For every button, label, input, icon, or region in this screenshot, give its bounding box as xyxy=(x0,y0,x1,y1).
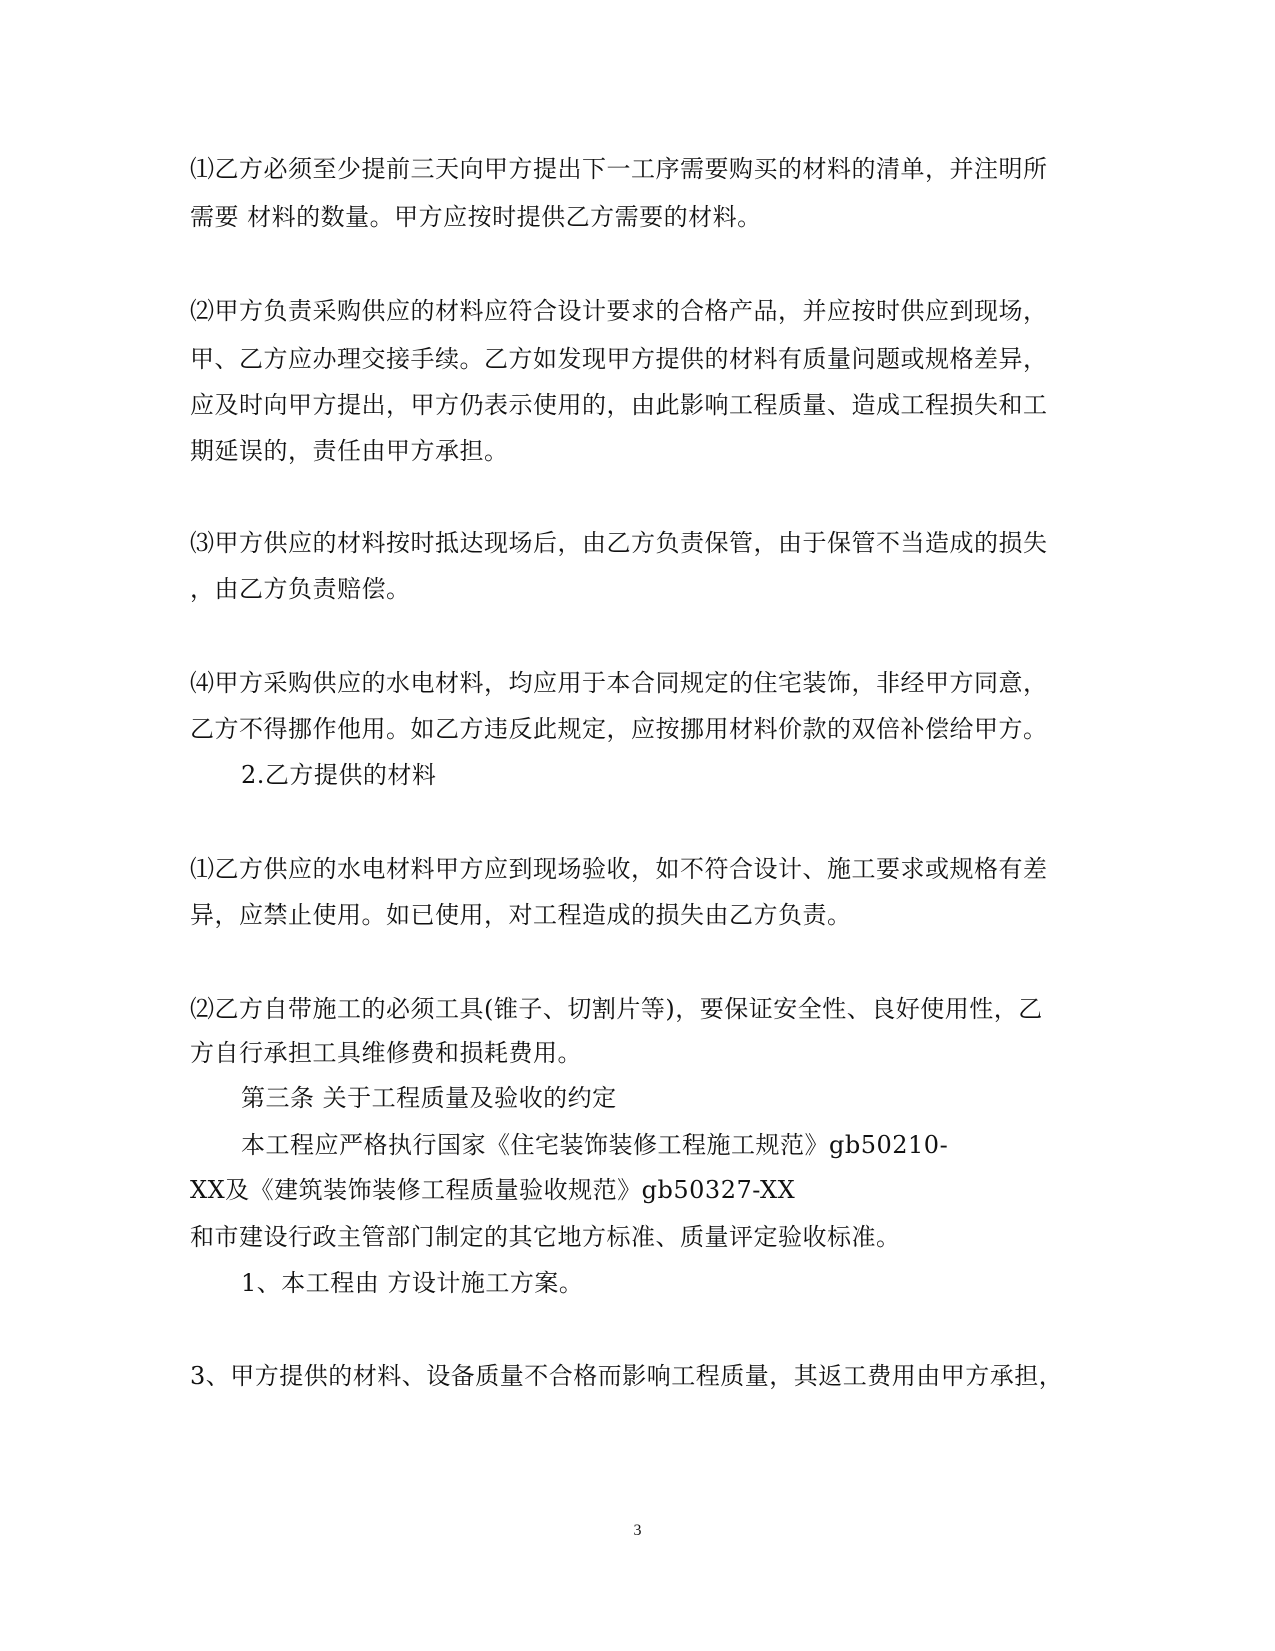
paragraph-4-line-2: 乙方不得挪作他用。如乙方违反此规定，应按挪用材料价款的双倍补偿给甲方。 xyxy=(190,715,1048,743)
paragraph-3-line-2: ，由乙方负责赔偿。 xyxy=(190,575,411,603)
article-three-heading: 第三条 关于工程质量及验收的约定 xyxy=(241,1084,617,1112)
paragraph-1-line-1: ⑴乙方必须至少提前三天向甲方提出下一工序需要购买的材料的清单，并注明所 xyxy=(190,155,1048,183)
paragraph-7-line-1: ⑵乙方自带施工的必须工具(锥子、切割片等)，要保证安全性、良好使用性，乙 xyxy=(190,995,1043,1023)
section-heading-supplier-materials: 2.乙方提供的材料 xyxy=(241,761,437,789)
paragraph-3-line-1: ⑶甲方供应的材料按时抵达现场后，由乙方负责保管，由于保管不当造成的损失 xyxy=(190,529,1048,557)
standards-line-3: 和市建设行政主管部门制定的其它地方标准、质量评定验收标准。 xyxy=(190,1223,901,1251)
paragraph-6-line-1: ⑴乙方供应的水电材料甲方应到现场验收，如不符合设计、施工要求或规格有差 xyxy=(190,855,1048,883)
paragraph-2-line-4: 期延误的，责任由甲方承担。 xyxy=(190,437,509,465)
paragraph-6-line-2: 异，应禁止使用。如已使用，对工程造成的损失由乙方负责。 xyxy=(190,901,852,929)
paragraph-2-line-1: ⑵甲方负责采购供应的材料应符合设计要求的合格产品，并应按时供应到现场， xyxy=(190,297,1048,325)
item-3-material-quality: 3、甲方提供的材料、设备质量不合格而影响工程质量，其返工费用由甲方承担， xyxy=(190,1362,1064,1390)
paragraph-1-line-2: 需要 材料的数量。甲方应按时提供乙方需要的材料。 xyxy=(190,203,762,231)
page-number: 3 xyxy=(633,1522,642,1539)
paragraph-2-line-3: 应及时向甲方提出，甲方仍表示使用的，由此影响工程质量、造成工程损失和工 xyxy=(190,391,1048,419)
paragraph-7-line-2: 方自行承担工具维修费和损耗费用。 xyxy=(190,1039,582,1067)
paragraph-2-line-2: 甲、乙方应办理交接手续。乙方如发现甲方提供的材料有质量问题或规格差异， xyxy=(190,345,1048,373)
standards-line-1: 本工程应严格执行国家《住宅装饰装修工程施工规范》gb50210- xyxy=(241,1131,949,1159)
item-1-design-plan: 1、本工程由 方设计施工方案。 xyxy=(241,1269,584,1297)
paragraph-4-line-1: ⑷甲方采购供应的水电材料，均应用于本合同规定的住宅装饰，非经甲方同意， xyxy=(190,669,1048,697)
standards-line-2: XX及《建筑装饰装修工程质量验收规范》gb50327-XX xyxy=(190,1176,796,1204)
